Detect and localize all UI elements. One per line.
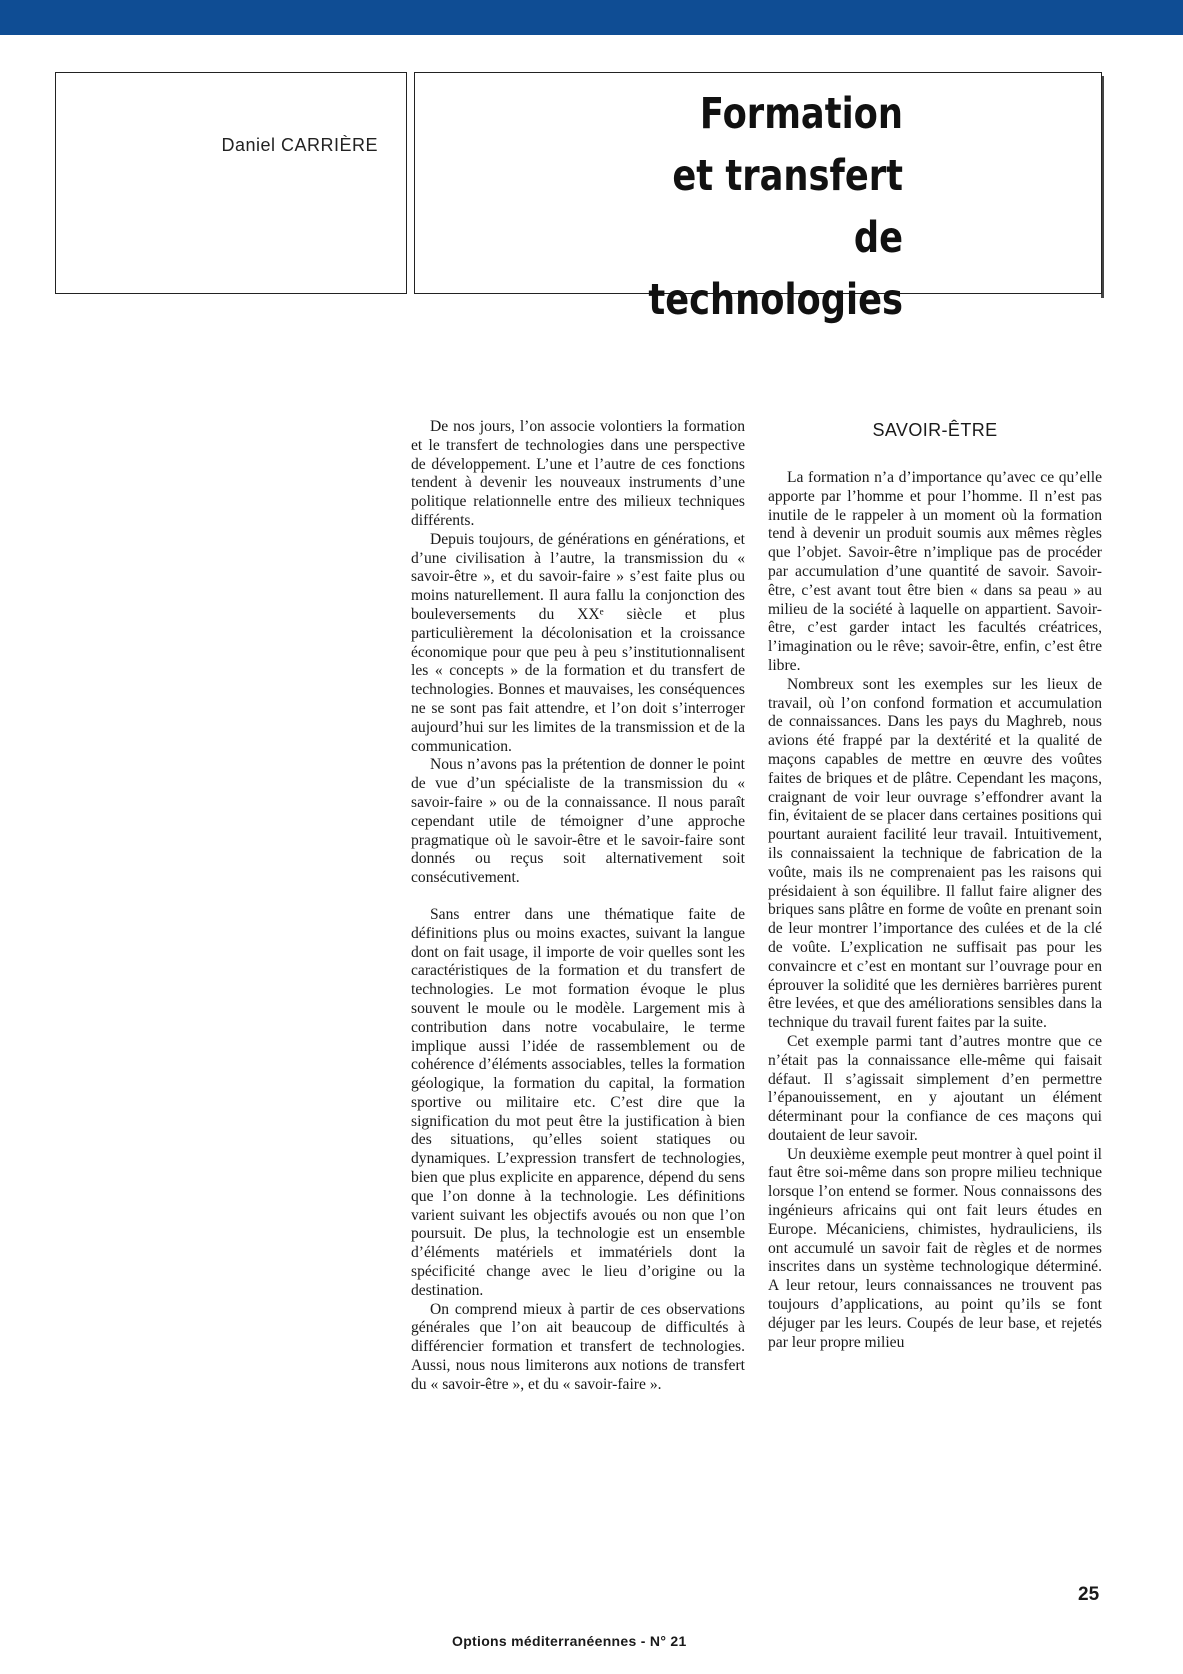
section-heading: SAVOIR-ÊTRE <box>872 420 998 440</box>
article-title <box>600 83 903 331</box>
paragraph: La formation n’a d’importance qu’avec ce qu’elle apporte par l’homme et pour l’homme. Il n’est pas inutile de le rappeler à un moment où la formation tend à devenir un produit soumis aux mêmes règles que l’objet. Savoir-être n’implique pas de procéder par accumulation d’une quantité de savoir. Savoir-être, c’est avant tout être bien « dans sa peau » au milieu de la société à laquelle on appartient. Savoir-être, c’est garder intact les facultés créatrices, l’imagination ou le rêve; savoir-être, enfin, c’est être libre. <box>768 469 1102 674</box>
title-box <box>414 72 1102 325</box>
paragraph: Un deuxième exemple peut montrer à quel point il faut être soi-même dans son propre milieu technique lorsque l’on entend se former. Nous connaissons des ingénieurs africains qui ont fait leurs études en Europe. Mécaniciens, chimistes, hydrauliciens, ils ont accumulé un savoir fait de règles et de normes inscrites dans un système technologique déterminé. A leur retour, leurs connaissances ne trouvent pas toujours d’applications, au point qu’ils se font déjuger par les leurs. Coupés de leur base, et rejetés par leur propre milieu <box>768 1145 1102 1351</box>
left-column <box>411 418 745 1395</box>
title-line-1: Formation <box>699 89 903 139</box>
page-number: 25 <box>1078 1584 1100 1605</box>
paragraph: De nos jours, l’on associe volontiers la formation et le transfert de technologies dans une perspective de développement. L’une et l’autre de ces fonctions tendent à devenir les nouveaux instruments d’une politique relationnelle entre des milieux techniques différents. <box>411 418 745 529</box>
title-line-3: de technologies <box>648 213 903 325</box>
paragraph: On comprend mieux à partir de ces observations générales que l’on ait beaucoup de difficultés à différencier formation et transfert de technologies. Aussi, nous nous limiterons aux notions de transfert du « savoir-être », et du « savoir-faire ». <box>411 1300 745 1393</box>
author-box <box>55 72 407 294</box>
paragraph: Nombreux sont les exemples sur les lieux de travail, où l’on confond formation et accumulation de connaissances. Dans les pays du Maghreb, nous avions été frappé par la dextérité et la qualité de maçons capables de mettre en œuvre des voûtes faites de briques et de plâtre. Cependant les maçons, craignant de voir leur ouvrage s’effondrer avant la fin, évitaient de se placer dans certaines positions qui pourtant auraient facilité leur travail. Intuitivement, ils connaissaient la technique de fabrication de la voûte, mais ils ne comprenaient pas les raisons qui présidaient à son équilibre. Il fallut faire aligner des briques sans plâtre en forme de voûte en prenant soin de leur montrer l’importance des culées et de la clé de voûte. L’explication ne suffisait pas pour les convaincre et c’est en montant sur l’ouvrage pour en éprouver la solidité que les dernières barrières purent être levées, et que des améliorations sensibles dans la technique du travail furent faites par la suite. <box>768 675 1102 1032</box>
top-color-band <box>0 0 1183 35</box>
paragraph: Sans entrer dans une thématique faite de définitions plus ou moins exactes, suivant la langue dont on fait usage, il importe de voir quelles sont les caractéristiques de la formation et du transfert de technologies. Le mot formation évoque le plus souvent le moule ou le modèle. Largement mis à contribution dans notre vocabulaire, le terme implique aussi l’idée de rassemblement ou de cohérence d’éléments associables, telles la formation géologique, la formation du capital, la formation sportive ou militaire etc. C’est dire que la signification du mot peut être la justification à bien des situations, qu’elles soient statiques ou dynamiques. L’expression transfert de technologies, bien que plus explicite en apparence, dépend du sens que l’on donne à la technologie. Les définitions varient suivant les objectifs avoués ou non que l’on poursuit. De plus, la technologie est un ensemble d’éléments matériels et immatériels dont la spécificité change avec le lieu d’origine ou la destination. <box>411 905 745 1299</box>
author-name: Daniel CARRIÈRE <box>221 135 378 155</box>
paragraph: Cet exemple parmi tant d’autres montre que ce n’était pas la connaissance elle-même qui faisait défaut. Il s’agissait simplement d’en permettre l’épanouissement, en y ajoutant un élément déterminant pour la confiance de ces maçons qui doutaient de leur savoir. <box>768 1032 1102 1144</box>
paragraph: Depuis toujours, de générations en générations, et d’une civilisation à l’autre, la transmission du « savoir-être », et du savoir-faire » s’est faite plus ou moins naturellement. Il aura fallu la conjonction des bouleversements du XXᵉ siècle et plus particulièrement la décolonisation et la croissance économique pour que peu à peu s’institutionnalisent les « concepts » de la formation et du transfert de technologies. Bonnes et mauvaises, les conséquences ne se sont pas fait attendre, et l’on doit s’interroger aujourd’hui sur les limites de la transmission et de la communication. <box>411 530 745 755</box>
paragraph: Nous n’avons pas la prétention de donner le point de vue d’un spécialiste de la transmission du « savoir-faire » ou de la connaissance. Il nous paraît cependant utile de témoigner d’une approche pragmatique où le savoir-être et le savoir-faire sont donnés ou reçus soit alternativement soit consécutivement. <box>411 756 745 887</box>
footer-publication: Options méditerranéennes - N° 21 <box>452 1633 687 1649</box>
title-line-2: et transfert <box>672 151 903 201</box>
right-column <box>768 419 1102 1352</box>
